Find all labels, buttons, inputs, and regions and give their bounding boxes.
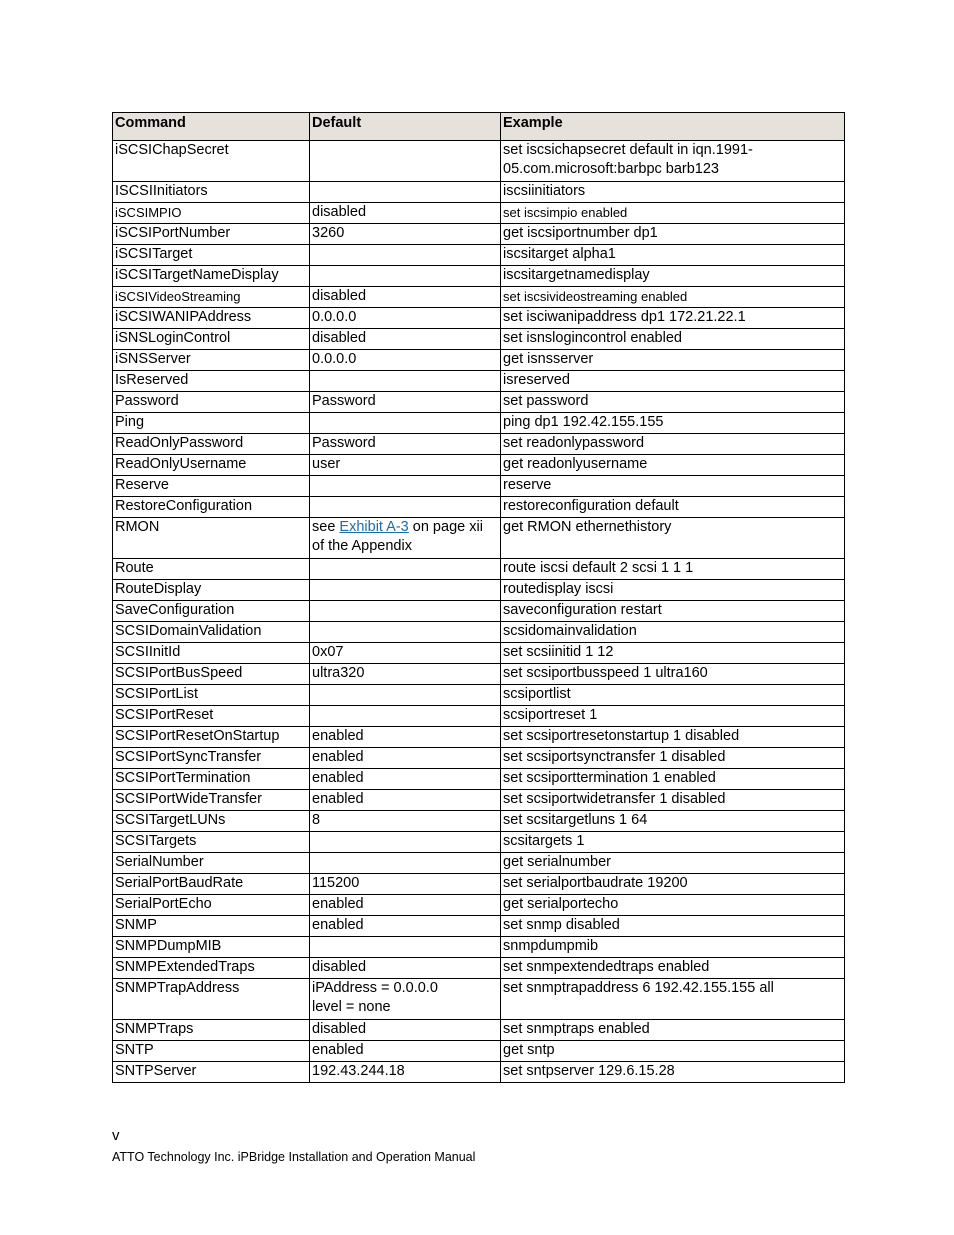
command-table [112, 112, 845, 1083]
table-row [113, 392, 845, 413]
default-cell: enabled [310, 895, 501, 916]
example-cell: get readonlyusername [501, 455, 845, 476]
example-cell: set password [501, 392, 845, 413]
command-cell: iSCSIMPIO [113, 203, 310, 224]
command-cell: SNTPServer [113, 1062, 310, 1083]
example-cell: set isnslogincontrol enabled [501, 329, 845, 350]
default-cell: Password [310, 392, 501, 413]
example-cell: restoreconfiguration default [501, 497, 845, 518]
default-cell [310, 497, 501, 518]
example-cell: set readonlypassword [501, 434, 845, 455]
command-cell: iSCSIChapSecret [113, 141, 310, 182]
default-cell [310, 979, 501, 1020]
example-cell: scsiportreset 1 [501, 706, 845, 727]
example-cell: get serialnumber [501, 853, 845, 874]
table-row [113, 1062, 845, 1083]
table-row [113, 141, 845, 182]
table-header [113, 113, 845, 141]
table-row [113, 559, 845, 580]
example-cell: set scsiportbusspeed 1 ultra160 [501, 664, 845, 685]
table-row [113, 580, 845, 601]
example-cell: set serialportbaudrate 19200 [501, 874, 845, 895]
table-row [113, 350, 845, 371]
example-cell: get isnsserver [501, 350, 845, 371]
table-row [113, 497, 845, 518]
example-cell: set sntpserver 129.6.15.28 [501, 1062, 845, 1083]
example-cell: set iscsimpio enabled [501, 203, 845, 224]
command-cell: SNMPDumpMIB [113, 937, 310, 958]
table-row [113, 518, 845, 559]
example-cell: iscsitarget alpha1 [501, 245, 845, 266]
example-cell: set scsiportwidetransfer 1 disabled [501, 790, 845, 811]
example-cell: scsidomainvalidation [501, 622, 845, 643]
default-cell [310, 141, 501, 182]
example-cell: set snmpextendedtraps enabled [501, 958, 845, 979]
default-cell [310, 413, 501, 434]
page-number: v [112, 1127, 120, 1144]
rmon-default-prefix: see [312, 519, 340, 535]
example-cell: get sntp [501, 1041, 845, 1062]
footer-text: ATTO Technology Inc. iPBridge Installation and Operation Manual [112, 1150, 476, 1164]
table-row [113, 727, 845, 748]
command-cell: ReadOnlyUsername [113, 455, 310, 476]
command-cell: SCSIPortTermination [113, 769, 310, 790]
command-cell: SCSIPortWideTransfer [113, 790, 310, 811]
command-cell: iSNSLoginControl [113, 329, 310, 350]
command-cell: RMON [113, 518, 310, 559]
table-body [113, 141, 845, 1083]
command-cell: Route [113, 559, 310, 580]
command-cell: iSNSServer [113, 350, 310, 371]
command-cell: ReadOnlyPassword [113, 434, 310, 455]
default-cell: disabled [310, 329, 501, 350]
table-row [113, 874, 845, 895]
command-cell: SNMPTraps [113, 1020, 310, 1041]
example-cell: set snmptrapaddress 6 192.42.155.155 all [501, 979, 845, 1020]
command-cell: SerialPortEcho [113, 895, 310, 916]
default-cell [310, 937, 501, 958]
table-row [113, 958, 845, 979]
command-cell: SerialPortBaudRate [113, 874, 310, 895]
example-cell: iscsitargetnamedisplay [501, 266, 845, 287]
default-cell [310, 685, 501, 706]
table-row [113, 979, 845, 1020]
table-row [113, 182, 845, 203]
table-row [113, 664, 845, 685]
default-cell: 3260 [310, 224, 501, 245]
table-row [113, 895, 845, 916]
example-cell: get iscsiportnumber dp1 [501, 224, 845, 245]
command-cell: SCSIPortResetOnStartup [113, 727, 310, 748]
table-row [113, 455, 845, 476]
table-row [113, 622, 845, 643]
default-cell: Password [310, 434, 501, 455]
table-row [113, 769, 845, 790]
example-cell: set isciwanipaddress dp1 172.21.22.1 [501, 308, 845, 329]
command-cell: RestoreConfiguration [113, 497, 310, 518]
command-cell: SNMPExtendedTraps [113, 958, 310, 979]
example-cell: set snmp disabled [501, 916, 845, 937]
example-cell: get RMON ethernethistory [501, 518, 845, 559]
default-cell [310, 832, 501, 853]
default-cell: 0.0.0.0 [310, 350, 501, 371]
example-cell: route iscsi default 2 scsi 1 1 1 [501, 559, 845, 580]
example-cell: set scsiportsynctransfer 1 disabled [501, 748, 845, 769]
default-cell [310, 853, 501, 874]
command-cell: Reserve [113, 476, 310, 497]
default-cell [310, 706, 501, 727]
default-cell: 192.43.244.18 [310, 1062, 501, 1083]
default-cell [310, 622, 501, 643]
table-row [113, 434, 845, 455]
command-cell: SNMP [113, 916, 310, 937]
table-row [113, 916, 845, 937]
example-cell: scsiportlist [501, 685, 845, 706]
default-cell [310, 266, 501, 287]
table-row [113, 203, 845, 224]
table-row [113, 1041, 845, 1062]
table-row [113, 266, 845, 287]
table-row [113, 287, 845, 308]
column-header-default: Default [310, 113, 501, 141]
example-cell: set scsitargetluns 1 64 [501, 811, 845, 832]
default-cell [310, 601, 501, 622]
example-cell: set snmptraps enabled [501, 1020, 845, 1041]
default-cell: 115200 [310, 874, 501, 895]
command-cell: SCSIDomainValidation [113, 622, 310, 643]
example-cell: reserve [501, 476, 845, 497]
command-cell: iSCSIPortNumber [113, 224, 310, 245]
table-row [113, 1020, 845, 1041]
command-cell: iSCSITargetNameDisplay [113, 266, 310, 287]
default-cell [310, 559, 501, 580]
command-cell: SCSIInitId [113, 643, 310, 664]
default-cell [310, 476, 501, 497]
column-header-example: Example [501, 113, 845, 141]
default-cell [310, 518, 501, 559]
default-line: iPAddress = 0.0.0.0 [312, 980, 438, 996]
command-cell: iSCSIVideoStreaming [113, 287, 310, 308]
rmon-default-suffix: on page xii of the Appendix [312, 519, 483, 554]
example-cell: isreserved [501, 371, 845, 392]
example-cell: routedisplay iscsi [501, 580, 845, 601]
command-cell: iSCSIWANIPAddress [113, 308, 310, 329]
command-cell: iSCSITarget [113, 245, 310, 266]
command-cell: Ping [113, 413, 310, 434]
example-cell: snmpdumpmib [501, 937, 845, 958]
example-cell: set scsiportresetonstartup 1 disabled [501, 727, 845, 748]
default-line: level = none [312, 999, 391, 1015]
table-row [113, 245, 845, 266]
command-cell: SCSITargets [113, 832, 310, 853]
default-cell: ultra320 [310, 664, 501, 685]
command-cell: ISCSIInitiators [113, 182, 310, 203]
table-row [113, 329, 845, 350]
default-cell: enabled [310, 916, 501, 937]
default-cell: 0.0.0.0 [310, 308, 501, 329]
column-header-command: Command [113, 113, 310, 141]
default-cell: enabled [310, 748, 501, 769]
table-row [113, 224, 845, 245]
table-row [113, 308, 845, 329]
command-cell: SCSIPortBusSpeed [113, 664, 310, 685]
command-cell: SCSIPortSyncTransfer [113, 748, 310, 769]
default-cell: disabled [310, 287, 501, 308]
default-cell: disabled [310, 203, 501, 224]
example-cell: set iscsivideostreaming enabled [501, 287, 845, 308]
command-cell: SNTP [113, 1041, 310, 1062]
default-cell [310, 580, 501, 601]
default-cell: enabled [310, 1041, 501, 1062]
example-cell: iscsiinitiators [501, 182, 845, 203]
default-cell: enabled [310, 727, 501, 748]
default-cell: user [310, 455, 501, 476]
command-cell: SaveConfiguration [113, 601, 310, 622]
table-row [113, 685, 845, 706]
default-cell [310, 182, 501, 203]
table-row [113, 853, 845, 874]
table-row [113, 371, 845, 392]
example-cell: set iscsichapsecret default in iqn.1991-05.com.microsoft:barbpc barb123 [501, 141, 845, 182]
table-row [113, 832, 845, 853]
default-cell: enabled [310, 790, 501, 811]
table-row [113, 748, 845, 769]
example-cell: scsitargets 1 [501, 832, 845, 853]
default-cell: disabled [310, 958, 501, 979]
command-cell: Password [113, 392, 310, 413]
command-cell: IsReserved [113, 371, 310, 392]
table-row [113, 790, 845, 811]
default-cell: disabled [310, 1020, 501, 1041]
default-cell: 8 [310, 811, 501, 832]
example-cell: get serialportecho [501, 895, 845, 916]
example-cell: set scsiinitid 1 12 [501, 643, 845, 664]
header-row [113, 113, 845, 141]
table-row [113, 706, 845, 727]
command-cell: SCSITargetLUNs [113, 811, 310, 832]
table-row [113, 643, 845, 664]
example-cell: ping dp1 192.42.155.155 [501, 413, 845, 434]
command-cell: RouteDisplay [113, 580, 310, 601]
command-cell: SCSIPortList [113, 685, 310, 706]
command-cell: SCSIPortReset [113, 706, 310, 727]
table-row [113, 811, 845, 832]
table-row [113, 937, 845, 958]
table-row [113, 601, 845, 622]
default-cell: 0x07 [310, 643, 501, 664]
default-cell [310, 245, 501, 266]
default-cell: enabled [310, 769, 501, 790]
example-cell: saveconfiguration restart [501, 601, 845, 622]
command-cell: SNMPTrapAddress [113, 979, 310, 1020]
table-row [113, 476, 845, 497]
example-cell: set scsiporttermination 1 enabled [501, 769, 845, 790]
table-row [113, 413, 845, 434]
default-cell [310, 371, 501, 392]
exhibit-link[interactable]: Exhibit A-3 [339, 519, 409, 535]
command-cell: SerialNumber [113, 853, 310, 874]
